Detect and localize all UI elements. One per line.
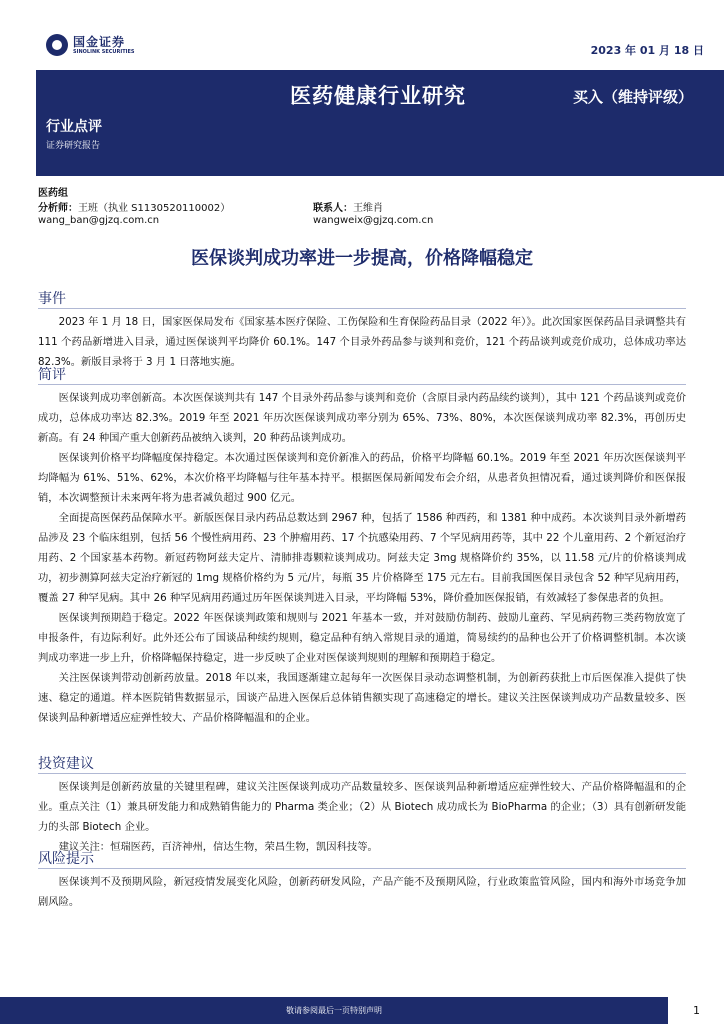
- section-heading: 简评: [38, 366, 686, 385]
- analyst-dept: 医药组: [38, 188, 68, 199]
- section-investment-advice: [38, 755, 686, 857]
- rating-badge: 买入（维持评级）: [573, 88, 694, 106]
- paragraph: 关注医保谈判带动创新药放量。2018 年以来，我国逐渐建立起每年一次医保目录动态调整机制，为创新药获批上市后医保准入提供了快速、稳定的通道。样本医院销售数据显示，国谈产品进入医保后总体销售额实现了高速稳定的增长。建议关注医保谈判成功产品数量较多、医保谈判品种新增适应症弹性较大、产品价格降幅温和的企业。: [38, 672, 686, 724]
- report-title: 医保谈判成功率进一步提高，价格降幅稳定: [191, 248, 533, 269]
- analyst-email[interactable]: wang_ban@gjzq.com.cn: [38, 215, 160, 226]
- section-heading: 事件: [38, 290, 686, 309]
- paragraph: 医保谈判预期趋于稳定。2022 年医保谈判政策和规则与 2021 年基本一致，并对鼓励仿制药、鼓励儿童药、罕见病药物三类药物放宽了申报条件，有边际利好。此外还公布了国谈品种续约规则，稳定品种有纳入常规目录的通道，简易续约的品种也公开了价格调整机制。本次谈判成功率进一步上升，价格降幅保持稳定，进一步反映了企业对医保谈判规则的理解和预期趋于稳定。: [38, 612, 686, 664]
- paragraph: 建议关注：恒瑞医药，百济神州，信达生物，荣昌生物，凯因科技等。: [58, 841, 378, 853]
- paragraph: 医保谈判不及预期风险，新冠疫情发展变化风险，创新药研发风险，产品产能不及预期风险，行业政策监管风险，国内和海外市场竞争加剧风险。: [38, 876, 686, 908]
- company-logo: [46, 32, 156, 62]
- contact-name: 王维肖: [353, 203, 383, 214]
- paragraph: 医保谈判价格平均降幅度保持稳定。本次通过医保谈判和竞价新准入的药品，价格平均降幅 60.1%。2019 年至 2021 年历次医保谈判平均降幅为 61%、51%、62%，本次价格平均降幅与往年基本持平。根据医保局新闻发布会介绍，从患者负担情况看，通过谈判降价和医保报销，本次调整预计未来两年将为患者减负超过 900 亿元。: [38, 452, 686, 504]
- footer-band: [0, 997, 668, 1024]
- section-comment: [38, 366, 686, 728]
- report-type: 行业点评: [46, 119, 102, 135]
- paragraph: 医保谈判是创新药放量的关键里程碑，建议关注医保谈判成功产品数量较多、医保谈判品种新增适应症弹性较大、产品价格降幅温和的企业。重点关注（1）兼具研发能力和成熟销售能力的 Pharma 类企业；（2）从 Biotech 成功成长为 BioPharma 的企业；（3）具有创新研发能力的头部 Biotech 企业。: [38, 781, 686, 833]
- logo-mark-icon: [46, 34, 68, 56]
- analyst-label: 分析师：: [38, 203, 78, 214]
- section-heading: 投资建议: [38, 755, 686, 774]
- contact-label: 联系人：: [313, 203, 353, 214]
- report-subtype: 证券研究报告: [46, 141, 101, 151]
- section-heading: 风险提示: [38, 850, 686, 869]
- paragraph: 全面提高医保药品保障水平。新版医保目录内药品总数达到 2967 种，包括了 1586 种西药，和 1381 种中成药。本次谈判目录外新增药品涉及 23 个临床组别，包括 56 个慢性病用药、23 个肿瘤用药、17 个抗感染用药、7 个罕见病用药等，其中 22 个儿童用药、2 个新冠治疗用药、2 个国家基本药物。新冠药物阿兹夫定片、清肺排毒颗粒谈判成功。阿兹夫定 3mg 规格降价约 35%，以 11.58 元/片的价格谈判成功，初步测算阿兹夫定治疗新冠的 1mg 规格价格约为 5 元/片，每瓶 35 片价格降至 175 元左右。目前我国医保目录包含 52 种罕见病用药，覆盖 27 种罕见病。其中 26 种罕见病用药通过历年医保谈判进入目录，平均降幅 53%，降价叠加医保报销，有效减轻了参保患者的负担。: [38, 512, 686, 604]
- paragraph: 医保谈判成功率创新高。本次医保谈判共有 147 个目录外药品参与谈判和竞价（含原目录内药品续约谈判），其中 121 个药品谈判或竞价成功，总体成功率达 82.3%。2019 年至 2021 年历次医保谈判成功率分别为 65%、73%、80%，本次医保谈判成功率 82.3%，再创历史新高。有 24 种国产重大创新药品被纳入谈判，20 种药品谈判成功。: [38, 392, 686, 444]
- analyst-name: 王班（执业 S1130520110002）: [78, 203, 231, 214]
- footer-disclaimer-link[interactable]: 敬请参阅最后一页特别声明: [286, 1006, 382, 1015]
- paragraph: 2023 年 1 月 18 日，国家医保局发布《国家基本医疗保险、工伤保险和生育保险药品目录（2022 年）》。此次国家医保药品目录调整共有 111 个药品新增进入目录，通过医保谈判平均降价 60.1%。147 个目录外药品参与谈判和竞价，121 个药品谈判或竞价成功，总体成功率达 82.3%。新版目录将于 3 月 1 日落地实施。: [38, 316, 686, 368]
- header-band: [36, 70, 724, 176]
- analyst-line: [38, 199, 230, 214]
- page-number: 1: [693, 1004, 700, 1017]
- section-event: [38, 290, 686, 372]
- report-date: 2023 年 01 月 18 日: [590, 44, 704, 57]
- section-risk: [38, 850, 686, 912]
- logo-text-cn: 国金证券: [73, 35, 126, 49]
- logo-text-en: SINOLINK SECURITIES: [73, 49, 135, 55]
- industry-title: 医药健康行业研究: [290, 84, 466, 108]
- contact-email[interactable]: wangweix@gjzq.com.cn: [313, 215, 434, 226]
- contact-line: [313, 199, 383, 214]
